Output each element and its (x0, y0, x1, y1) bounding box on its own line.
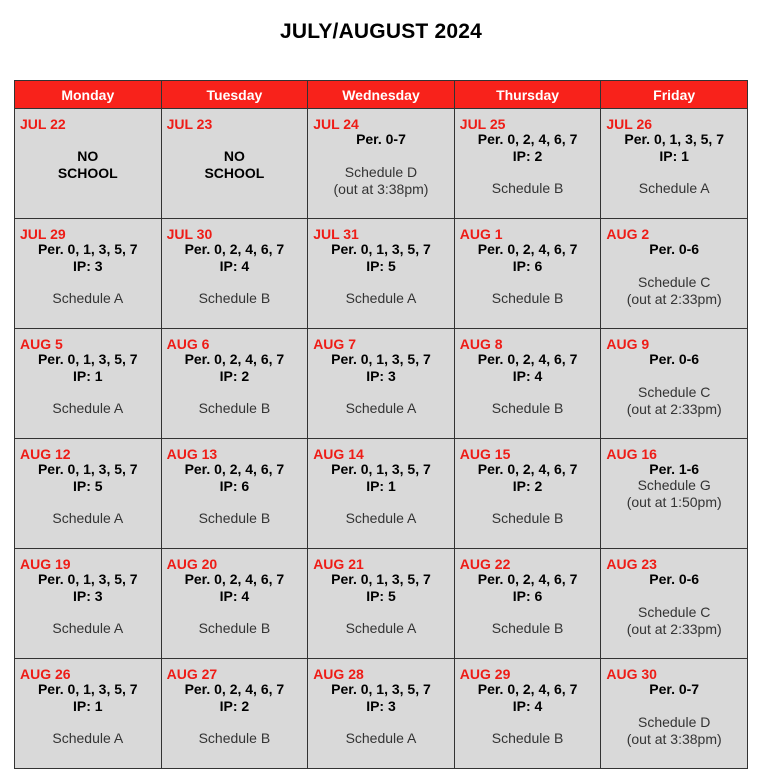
schedule-text: Schedule B (198, 290, 271, 306)
dismissal-text: (out at 2:33pm) (626, 621, 722, 637)
day-date: JUL 22 (20, 116, 66, 132)
schedule-block (601, 180, 747, 197)
schedule-text: Schedule D (637, 714, 711, 730)
week-row (15, 329, 748, 439)
periods-text: Per. 0-7 (356, 131, 406, 147)
schedule-text: Schedule B (491, 180, 564, 196)
day-cell-tuesday (161, 659, 308, 769)
periods-block (455, 571, 601, 605)
schedule-block (15, 510, 161, 527)
day-date: AUG 5 (20, 336, 63, 352)
day-cell-wednesday (308, 329, 455, 439)
dismissal-text: (out at 2:33pm) (626, 401, 722, 417)
header-monday: Monday (15, 81, 162, 109)
schedule-block (15, 730, 161, 747)
schedule-text: Schedule B (198, 730, 271, 746)
schedule-block (308, 400, 454, 417)
schedule-text: Schedule C (637, 274, 711, 290)
schedule-block (455, 180, 601, 197)
day-date: AUG 16 (606, 446, 657, 462)
day-date: JUL 30 (166, 226, 213, 242)
day-date: JUL 24 (313, 116, 359, 132)
periods-block (455, 241, 601, 275)
day-date: AUG 19 (20, 556, 71, 572)
schedule-block (308, 290, 454, 307)
schedule-text: Schedule C (637, 384, 711, 400)
day-cell-thursday (454, 329, 601, 439)
periods-text: Per. 0, 1, 3, 5, 7 (37, 571, 138, 587)
day-date: AUG 9 (606, 336, 650, 352)
day-date: AUG 8 (459, 336, 503, 352)
day-date: AUG 6 (166, 336, 210, 352)
schedule-text: Schedule A (345, 400, 417, 416)
week-row (15, 219, 748, 329)
schedule-block (308, 620, 454, 637)
schedule-text: Schedule A (345, 730, 417, 746)
periods-text: Per. 0, 2, 4, 6, 7 (184, 681, 285, 697)
periods-text: Per. 0, 1, 3, 5, 7 (624, 131, 724, 147)
day-date: AUG 28 (313, 666, 364, 682)
day-date: AUG 23 (606, 556, 657, 572)
ip-text: IP: 1 (73, 368, 103, 384)
day-date: AUG 21 (313, 556, 364, 572)
periods-text: Per. 0, 2, 4, 6, 7 (184, 241, 285, 257)
day-cell-tuesday (161, 109, 308, 219)
periods-text: Per. 0, 2, 4, 6, 7 (184, 571, 285, 587)
periods-text: Per. 0-6 (649, 351, 700, 367)
day-cell-wednesday (308, 659, 455, 769)
schedule-text: Schedule A (345, 510, 417, 526)
no-school-line: NO (223, 148, 245, 164)
day-cell-tuesday (161, 549, 308, 659)
day-date: AUG 12 (20, 446, 71, 462)
schedule-block (601, 714, 747, 748)
day-cell-friday (601, 109, 748, 219)
periods-text: Per. 0, 1, 3, 5, 7 (331, 241, 431, 257)
periods-text: Per. 0, 2, 4, 6, 7 (477, 571, 578, 587)
week-row (15, 439, 748, 549)
schedule-text: Schedule C (637, 604, 711, 620)
periods-block (601, 351, 747, 368)
day-date: AUG 1 (459, 226, 503, 242)
header-friday: Friday (601, 81, 748, 109)
ip-text: IP: 4 (512, 368, 543, 384)
periods-block (15, 241, 161, 275)
schedule-text: Schedule A (52, 400, 124, 416)
schedule-text: Schedule B (491, 400, 564, 416)
schedule-block (162, 620, 308, 637)
schedule-text: Schedule B (491, 290, 564, 306)
periods-block (15, 351, 161, 385)
schedule-text: Schedule A (345, 620, 417, 636)
day-cell-monday (15, 439, 162, 549)
schedule-block (601, 274, 747, 308)
day-cell-wednesday (308, 219, 455, 329)
day-cell-thursday (454, 659, 601, 769)
dismissal-text: (out at 3:38pm) (626, 731, 722, 747)
periods-block (308, 461, 454, 495)
periods-block (308, 571, 454, 605)
dismissal-text: (out at 3:38pm) (333, 181, 429, 197)
ip-text: IP: 6 (219, 478, 250, 494)
day-date: JUL 31 (313, 226, 359, 242)
schedule-block (15, 290, 161, 307)
periods-text: Per. 0, 2, 4, 6, 7 (477, 351, 578, 367)
periods-text: Per. 0-6 (649, 241, 700, 257)
schedule-text: Schedule B (198, 400, 271, 416)
week-row (15, 549, 748, 659)
periods-text: Per. 0, 1, 3, 5, 7 (331, 461, 431, 477)
day-date: AUG 2 (606, 226, 650, 242)
day-cell-wednesday (308, 109, 455, 219)
ip-text: IP: 2 (219, 368, 250, 384)
schedule-block (601, 604, 747, 638)
periods-block (15, 461, 161, 495)
schedule-block (308, 510, 454, 527)
day-cell-tuesday (161, 329, 308, 439)
ip-text: IP: 4 (219, 588, 250, 604)
periods-block (15, 571, 161, 605)
day-date: AUG 26 (20, 666, 71, 682)
ip-text: IP: 5 (366, 258, 396, 274)
day-date: AUG 30 (606, 666, 657, 682)
day-date: AUG 20 (166, 556, 218, 572)
day-cell-tuesday (161, 219, 308, 329)
schedule-block (162, 730, 308, 747)
periods-text: Per. 0, 2, 4, 6, 7 (477, 681, 578, 697)
schedule-text: Schedule A (52, 290, 124, 306)
schedule-text: Schedule A (52, 730, 124, 746)
schedule-text: Schedule B (491, 510, 564, 526)
schedule-text: Schedule D (344, 164, 418, 180)
day-date: AUG 13 (166, 446, 218, 462)
day-date: JUL 23 (166, 116, 213, 132)
day-cell-monday (15, 219, 162, 329)
periods-text: Per. 0, 2, 4, 6, 7 (477, 131, 578, 147)
ip-text: IP: 1 (659, 148, 689, 164)
schedule-text: Schedule A (345, 290, 417, 306)
periods-text: Per. 0, 1, 3, 5, 7 (331, 351, 431, 367)
schedule-text: Schedule B (491, 730, 564, 746)
schedule-block (15, 400, 161, 417)
schedule-block (601, 384, 747, 418)
ip-text: IP: 5 (73, 478, 103, 494)
dismissal-text: (out at 1:50pm) (626, 494, 722, 510)
ip-text: IP: 1 (73, 698, 103, 714)
periods-block (601, 461, 747, 478)
periods-text: Per. 0, 1, 3, 5, 7 (331, 571, 431, 587)
periods-block (601, 681, 747, 698)
ip-text: IP: 3 (366, 368, 396, 384)
day-cell-thursday (454, 109, 601, 219)
ip-text: IP: 3 (73, 588, 103, 604)
ip-text: IP: 2 (512, 478, 543, 494)
day-cell-wednesday (308, 439, 455, 549)
periods-block (162, 461, 308, 495)
periods-text: Per. 0, 1, 3, 5, 7 (37, 681, 138, 697)
day-cell-friday (601, 439, 748, 549)
day-cell-friday (601, 549, 748, 659)
periods-text: Per. 0-6 (649, 571, 700, 587)
ip-text: IP: 1 (366, 478, 396, 494)
periods-text: Per. 0, 2, 4, 6, 7 (184, 351, 285, 367)
ip-text: IP: 2 (219, 698, 250, 714)
day-cell-thursday (454, 219, 601, 329)
periods-text: Per. 0, 2, 4, 6, 7 (477, 461, 578, 477)
day-cell-monday (15, 659, 162, 769)
day-cell-wednesday (308, 549, 455, 659)
header-tuesday: Tuesday (161, 81, 308, 109)
schedule-text: Schedule A (52, 510, 124, 526)
no-school-line: NO (77, 148, 99, 164)
schedule-block (601, 477, 747, 511)
schedule-text: Schedule G (637, 477, 711, 493)
periods-text: Per. 0, 2, 4, 6, 7 (477, 241, 578, 257)
periods-block (162, 571, 308, 605)
schedule-block (455, 400, 601, 417)
periods-text: Per. 0, 1, 3, 5, 7 (37, 351, 138, 367)
schedule-block (308, 164, 454, 198)
periods-block (455, 461, 601, 495)
no-school-label (162, 148, 308, 182)
periods-block (308, 681, 454, 715)
day-cell-monday (15, 329, 162, 439)
day-date: AUG 14 (313, 446, 364, 462)
schedule-block (455, 510, 601, 527)
periods-text: Per. 1-6 (649, 461, 700, 477)
ip-text: IP: 3 (73, 258, 103, 274)
schedule-block (15, 620, 161, 637)
calendar-table (14, 80, 748, 769)
schedule-block (455, 730, 601, 747)
week-row (15, 109, 748, 219)
periods-text: Per. 0, 1, 3, 5, 7 (37, 461, 138, 477)
periods-block (308, 351, 454, 385)
schedule-text: Schedule B (491, 620, 564, 636)
day-date: AUG 15 (459, 446, 511, 462)
no-school-line: SCHOOL (204, 165, 265, 181)
day-date: JUL 25 (459, 116, 506, 132)
periods-block (162, 241, 308, 275)
calendar-title: JULY/AUGUST 2024 (279, 20, 482, 43)
day-date: AUG 7 (313, 336, 356, 352)
no-school-label (15, 148, 161, 182)
day-date: JUL 26 (606, 116, 653, 132)
periods-block (162, 681, 308, 715)
day-cell-friday (601, 329, 748, 439)
header-thursday: Thursday (454, 81, 601, 109)
day-cell-friday (601, 659, 748, 769)
periods-text: Per. 0, 2, 4, 6, 7 (184, 461, 285, 477)
schedule-block (162, 510, 308, 527)
day-cell-thursday (454, 549, 601, 659)
periods-block (601, 241, 747, 258)
ip-text: IP: 5 (366, 588, 396, 604)
header-wednesday: Wednesday (308, 81, 455, 109)
schedule-text: Schedule A (638, 180, 710, 196)
ip-text: IP: 6 (512, 588, 543, 604)
ip-text: IP: 4 (512, 698, 543, 714)
periods-block (308, 241, 454, 275)
day-cell-monday (15, 549, 162, 659)
ip-text: IP: 6 (512, 258, 543, 274)
ip-text: IP: 3 (366, 698, 396, 714)
periods-block (455, 131, 601, 165)
periods-block (601, 131, 747, 165)
day-date: AUG 27 (166, 666, 218, 682)
day-date: AUG 22 (459, 556, 511, 572)
schedule-block (455, 620, 601, 637)
periods-block (15, 681, 161, 715)
weekday-header-row (15, 81, 748, 109)
periods-text: Per. 0-7 (649, 681, 700, 697)
periods-block (308, 131, 454, 148)
day-date: AUG 29 (459, 666, 511, 682)
periods-block (455, 681, 601, 715)
periods-text: Per. 0, 1, 3, 5, 7 (331, 681, 431, 697)
schedule-text: Schedule B (198, 620, 271, 636)
day-cell-thursday (454, 439, 601, 549)
day-cell-monday (15, 109, 162, 219)
schedule-block (308, 730, 454, 747)
periods-block (601, 571, 747, 588)
day-date: JUL 29 (20, 226, 66, 242)
schedule-block (162, 290, 308, 307)
day-cell-friday (601, 219, 748, 329)
schedule-text: Schedule B (198, 510, 271, 526)
periods-text: Per. 0, 1, 3, 5, 7 (37, 241, 138, 257)
ip-text: IP: 2 (512, 148, 543, 164)
day-cell-tuesday (161, 439, 308, 549)
periods-block (455, 351, 601, 385)
ip-text: IP: 4 (219, 258, 250, 274)
schedule-block (162, 400, 308, 417)
schedule-text: Schedule A (52, 620, 124, 636)
no-school-line: SCHOOL (57, 165, 118, 181)
week-row (15, 659, 748, 769)
dismissal-text: (out at 2:33pm) (626, 291, 722, 307)
periods-block (162, 351, 308, 385)
schedule-block (455, 290, 601, 307)
